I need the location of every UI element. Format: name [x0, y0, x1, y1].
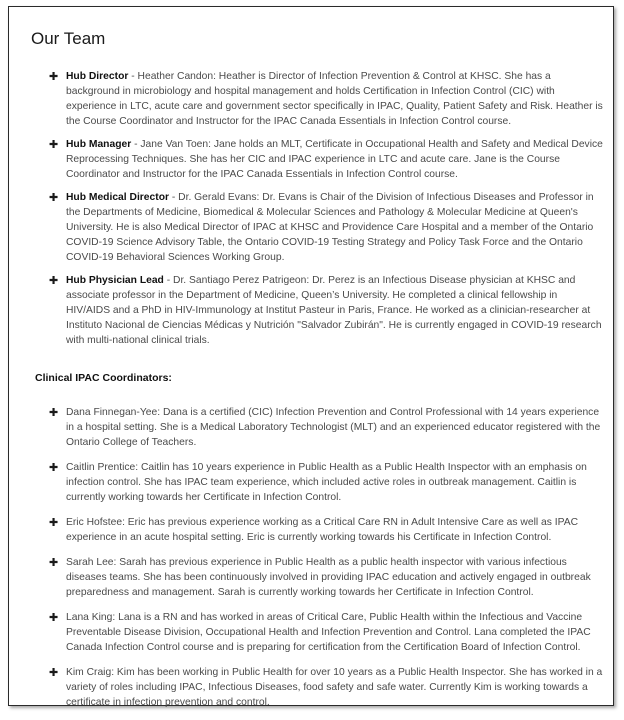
list-item	[49, 405, 603, 450]
plus-icon: ✚	[49, 191, 59, 204]
member-role: Hub Physician Lead	[66, 275, 164, 286]
member-role: Hub Manager	[66, 139, 132, 150]
plus-icon: ✚	[49, 138, 59, 151]
coordinator-description: Eric Hofstee: Eric has previous experience working as a Critical Care RN in Adult Intensive Care as well as IPAC experience in an acute hospital setting. Eric is currently working towards his Certificate in Infection Control.	[66, 517, 579, 543]
list-item	[49, 555, 603, 600]
coordinator-description: Sarah Lee: Sarah has previous experience in Public Health as a public health inspector with various infectious diseases teams. She has been continuously involved in providing IPAC education and actively engaged in outbreak preparedness and management. Sarah is currently working towards her Certificate in Infection Control.	[66, 557, 591, 598]
coordinator-description: Lana King: Lana is a RN and has worked in areas of Critical Care, Public Health within the Infectious and Vaccine Preventable Disease Division, Occupational Health and Infection Prevention and Control. Lana completed the IPAC Canada Infection Control course and is preparing for certification from the Certification Board of Infection Control.	[66, 612, 591, 653]
member-description: - Dr. Santiago Perez Patrigeon: Dr. Perez is an Infectious Disease physician at KHSC and associate professor in the Department of Medicine, Queen’s University. He completed a clinical fellowship in HIV/AIDS and a PhD in HIV-Immunology at Institut Pasteur in Paris, France. He worked as a clinician-researcher at Instituto Nacional de Ciencias Médicas y Nutrición "Salvador Zubirán". He is currently engaged in COVID-19 research with multi-national clinical trials.	[66, 275, 602, 346]
page-title: Our Team	[31, 29, 106, 48]
plus-icon: ✚	[49, 611, 59, 624]
coordinator-description: Dana Finnegan-Yee: Dana is a certified (CIC) Infection Prevention and Control Professional with 14 years experience in a hospital setting. She is a Medical Laboratory Technologist (MLT) and an experienced educator registered with the Ontario College of Teachers.	[66, 407, 601, 448]
plus-icon: ✚	[49, 461, 59, 474]
list-item	[49, 610, 603, 655]
member-description: - Dr. Gerald Evans: Dr. Evans is Chair of the Division of Infectious Diseases and Professor in the Departments of Medicine, Biomedical & Molecular Sciences and Pathology & Molecular Medicine at Queen's University. He is also Medical Director of IPAC at KHSC and Providence Care Hospital and a member of the Ontario COVID-19 Science Advisory Table, the Ontario COVID-19 Testing Strategy and Policy Task Force and the Ontario COVID-19 Behavioral Sciences Working Group.	[66, 192, 594, 263]
list-item	[49, 460, 603, 505]
plus-icon: ✚	[49, 666, 59, 679]
plus-icon: ✚	[49, 274, 59, 287]
plus-icon: ✚	[49, 406, 59, 419]
list-item	[49, 69, 603, 129]
hub-members-list	[49, 69, 603, 356]
coordinators-heading: Clinical IPAC Coordinators:	[35, 372, 172, 384]
coordinators-list	[49, 405, 603, 720]
member-description: - Jane Van Toen: Jane holds an MLT, Certificate in Occupational Health and Safety and Medical Device Reprocessing Techniques. She has her CIC and IPAC experience in LTC and acute care. Jane is the Course Coordinator and Instructor for the IPAC Canada Essentials in Infection Control course.	[66, 139, 603, 180]
member-description: - Heather Candon: Heather is Director of Infection Prevention & Control at KHSC. She has a background in microbiology and hospital management and holds Certification in Infection Control (CIC) with experience in LTC, acute care and government sector specifically in IPAC, Quality, Patient Safety and Risk. Heather is the Course Coordinator and Instructor for the IPAC Canada Essentials in Infection Control course.	[66, 71, 603, 127]
list-item	[49, 665, 603, 710]
plus-icon: ✚	[49, 556, 59, 569]
plus-icon: ✚	[49, 70, 59, 83]
coordinator-description: Caitlin Prentice: Caitlin has 10 years experience in Public Health as a Public Health Inspector with an emphasis on infection control. She has IPAC team experience, which included active roles in outbreak management. Caitlin is currently working towards her Certificate in Infection Control.	[66, 462, 587, 503]
plus-icon: ✚	[49, 516, 59, 529]
list-item	[49, 190, 603, 265]
list-item	[49, 515, 603, 545]
team-panel	[8, 6, 614, 706]
list-item	[49, 137, 603, 182]
member-role: Hub Medical Director	[66, 192, 169, 203]
list-item	[49, 273, 603, 348]
member-role: Hub Director	[66, 71, 129, 82]
coordinator-description: Kim Craig: Kim has been working in Public Health for over 10 years as a Public Health Inspector. She has worked in a variety of roles including IPAC, Infectious Diseases, food safety and safe water. Currently Kim is working towards a certificate in infection prevention and control.	[66, 667, 603, 708]
